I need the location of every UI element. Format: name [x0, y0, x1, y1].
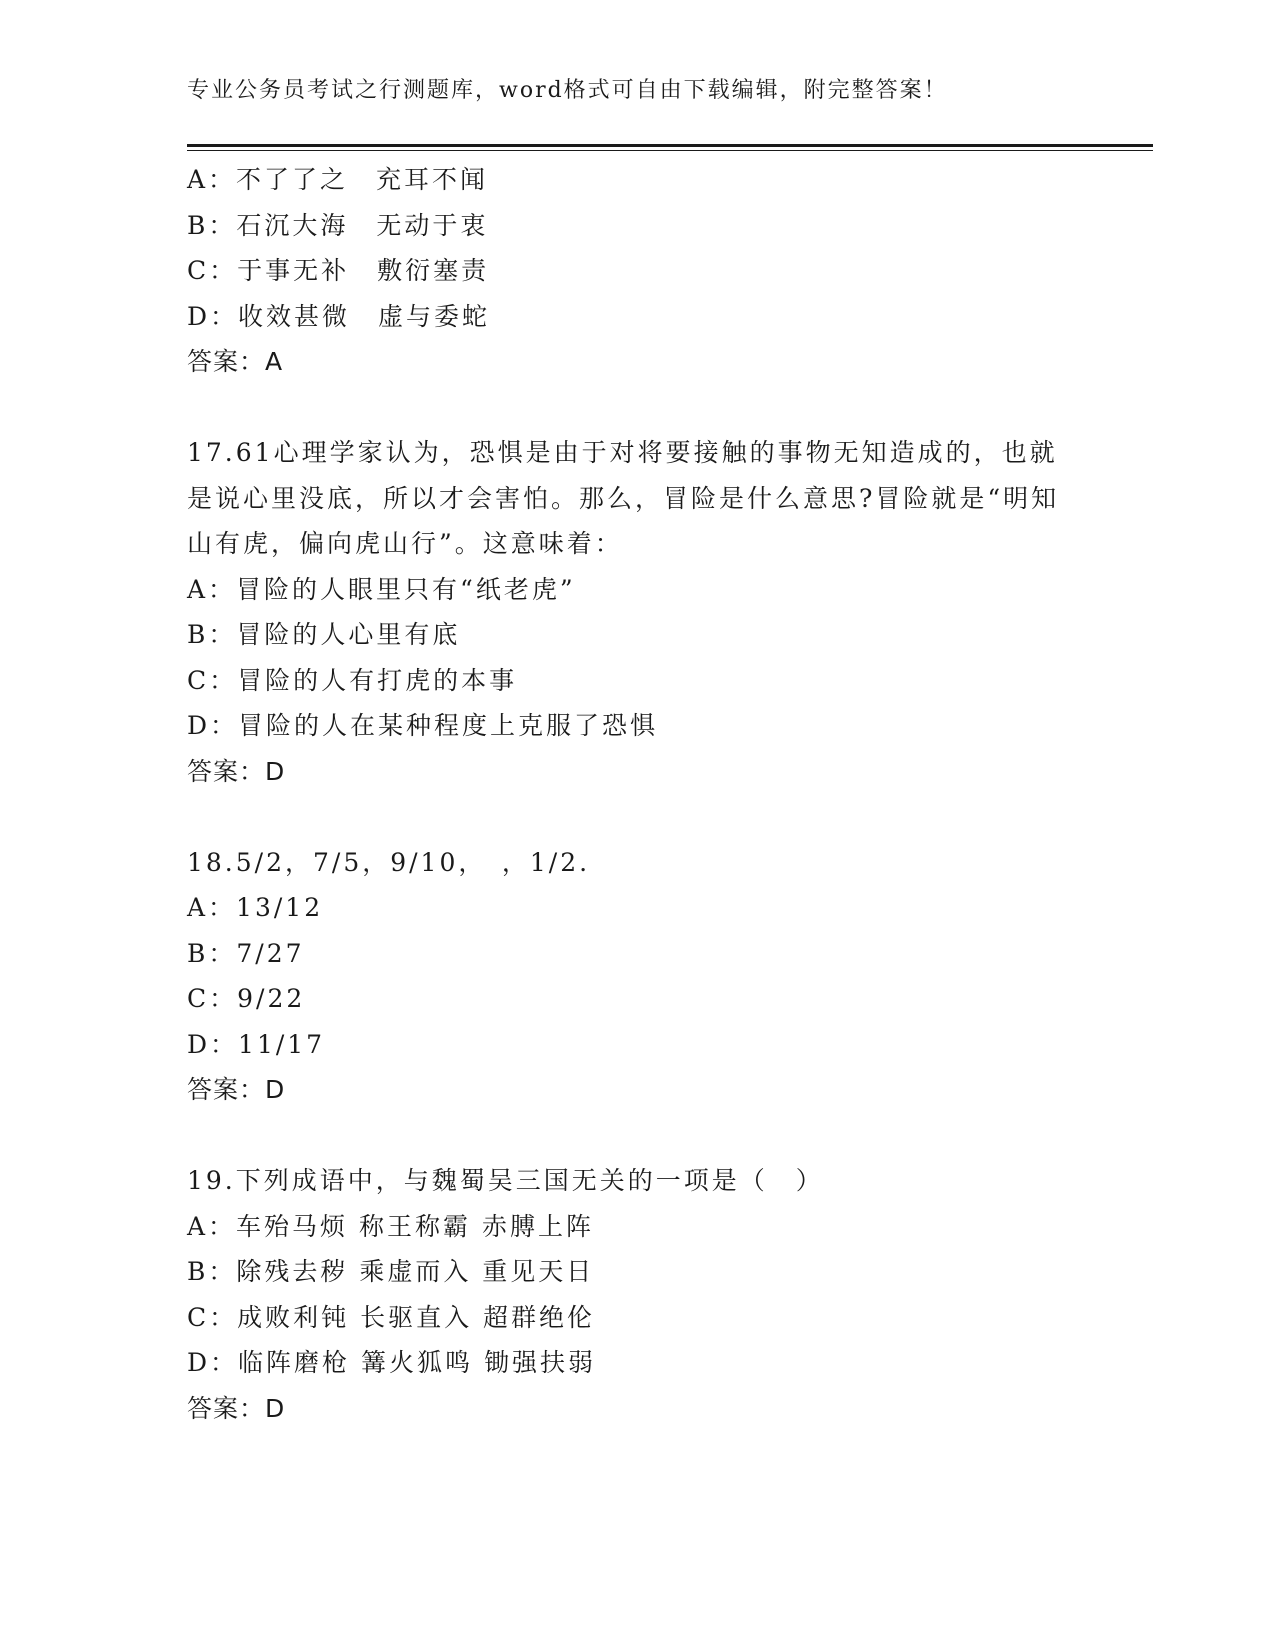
option-d: D：冒险的人在某种程度上克服了恐惧	[187, 711, 659, 740]
answer-line: 答案：A	[187, 347, 284, 376]
page-header: 专业公务员考试之行测题库，word格式可自由下载编辑，附完整答案！	[187, 78, 948, 103]
header-rule-thick	[187, 144, 1153, 147]
question-stem: 18.5/2，7/5，9/10， ，1/2.	[187, 847, 591, 877]
question-stem: 17.61心理学家认为，恐惧是由于对将要接触的事物无知造成的，也就是说心里没底，所以才会害怕。那么，冒险是什么意思?冒险就是“明知山有虎，偏向虎山行”。这意味着：	[187, 438, 1060, 558]
block-spacer	[187, 1113, 1087, 1159]
option-a: A：车殆马烦 称王称霸 赤膊上阵	[187, 1211, 594, 1241]
option-d: D：临阵磨枪 篝火狐鸣 锄强扶弱	[187, 1348, 596, 1377]
option-b: B：冒险的人心里有底	[187, 620, 461, 649]
question-stem: 19.下列成语中，与魏蜀吴三国无关的一项是（ ）	[187, 1166, 824, 1195]
option-b: B：石沉大海 无动于衷	[187, 210, 489, 240]
option-d: D：11/17	[187, 1029, 326, 1059]
block-spacer	[187, 794, 1087, 840]
question-content	[187, 157, 1087, 1431]
answer-line: 答案：D	[187, 756, 286, 786]
answer-line: 答案：D	[187, 1075, 286, 1104]
question-block	[187, 157, 1087, 385]
option-a: A：冒险的人眼里只有“纸老虎”	[187, 574, 576, 604]
block-spacer	[187, 385, 1087, 431]
option-c: C：于事无补 敷衍塞责	[187, 256, 490, 285]
option-b: B：除残去秽 乘虚而入 重见天日	[187, 1257, 595, 1286]
question-block	[187, 1158, 1087, 1431]
option-a: A：13/12	[187, 893, 324, 922]
option-b: B：7/27	[187, 938, 305, 968]
option-c: C：冒险的人有打虎的本事	[187, 665, 518, 695]
question-block	[187, 840, 1087, 1113]
answer-line: 答案：D	[187, 1393, 286, 1423]
option-c: C：成败利钝 长驱直入 超群绝伦	[187, 1302, 596, 1332]
option-c: C：9/22	[187, 984, 306, 1013]
header-rule-thin	[187, 150, 1153, 151]
question-block	[187, 430, 1087, 794]
option-d: D：收效甚微 虚与委蛇	[187, 301, 491, 331]
option-a: A：不了了之 充耳不闻	[187, 165, 489, 194]
